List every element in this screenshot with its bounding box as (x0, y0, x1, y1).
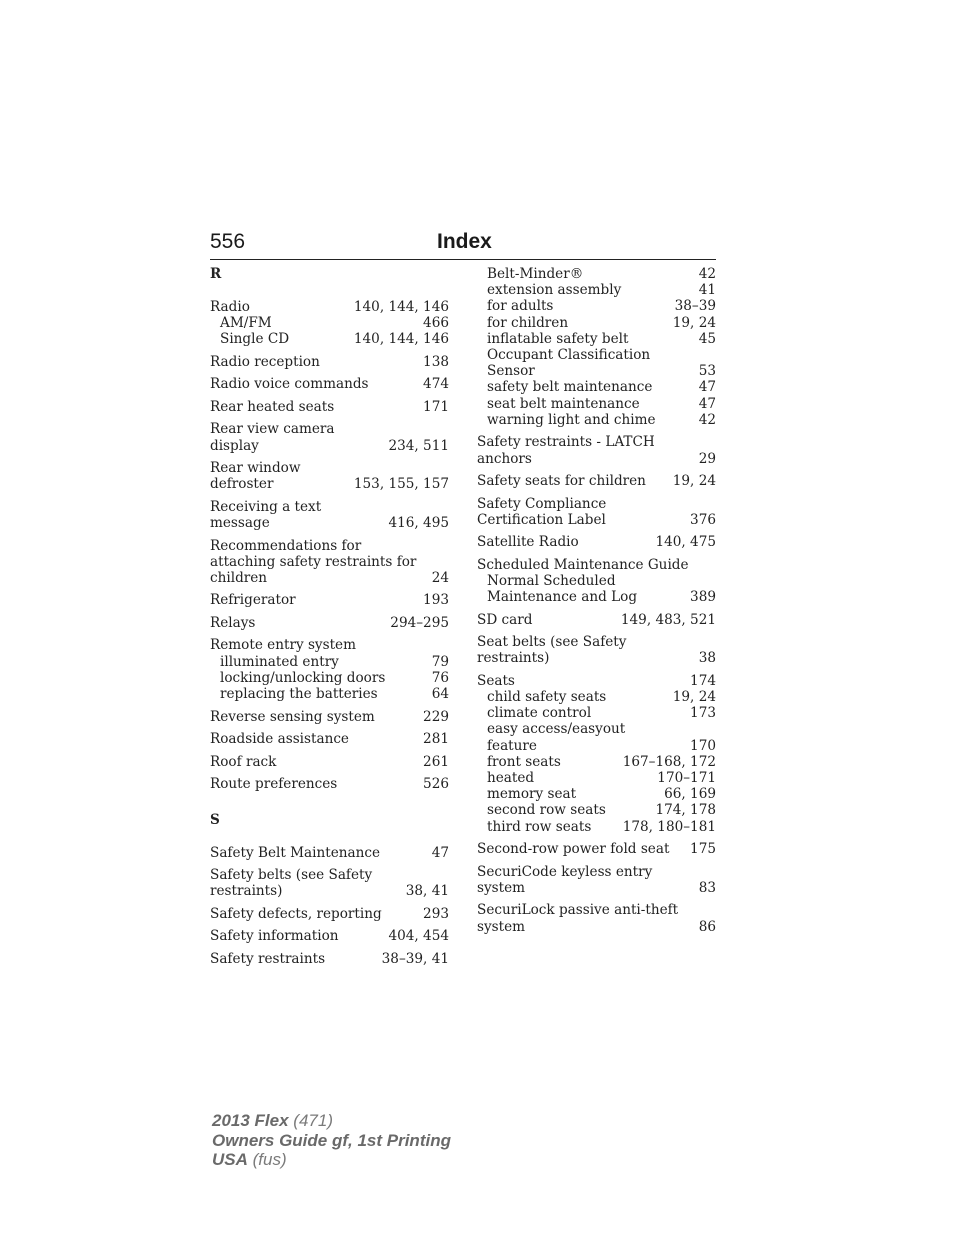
entry-label: warning light and chime (487, 411, 656, 428)
index-entry-line (477, 473, 716, 489)
index-entry-line (210, 776, 449, 792)
page-header (210, 229, 716, 260)
entry-label: inflatable safety belt (487, 330, 629, 347)
index-entry-line (477, 841, 716, 857)
entry-label: Safety restraints - LATCH (477, 434, 655, 451)
entry-label: Maintenance and Log (487, 589, 638, 606)
index-entry-line (477, 650, 716, 666)
entry-label: Rear window (210, 460, 301, 477)
index-subentry-line (477, 802, 716, 818)
entry-label: Safety information (210, 928, 339, 945)
index-entry-line (210, 299, 449, 315)
index-spacer (210, 283, 449, 299)
entry-label: extension assembly (487, 282, 622, 299)
index-entry (210, 754, 449, 770)
index-entry (210, 460, 449, 492)
entry-page-numbers: 281 (423, 731, 449, 748)
index-subentry-line (477, 689, 716, 705)
index-entry-line (210, 515, 449, 531)
index-entry (477, 473, 716, 489)
entry-page-numbers: 45 (698, 330, 716, 347)
index-entry (477, 612, 716, 628)
entry-label: Remote entry system (210, 637, 356, 654)
entry-page-numbers: 167–168, 172 (622, 753, 716, 770)
index-subentry-line (477, 347, 716, 363)
index-subentry-line (477, 363, 716, 379)
entry-page-numbers: 47 (698, 379, 716, 396)
entry-page-numbers: 24 (431, 569, 449, 586)
entry-page-numbers: 174, 178 (655, 802, 716, 819)
entry-page-numbers: 171 (423, 398, 449, 415)
entry-label: message (210, 515, 270, 532)
index-subentry-line (477, 786, 716, 802)
entry-label: memory seat (487, 786, 577, 803)
index-spacer (210, 799, 449, 812)
index-entry-line (210, 845, 449, 861)
index-entry-line (210, 399, 449, 415)
footer-model-code: (471) (293, 1111, 333, 1130)
entry-page-numbers: 404, 454 (388, 928, 449, 945)
entry-label: climate control (487, 705, 592, 722)
entry-label: Occupant Classification (487, 347, 651, 364)
index-entry-line (477, 612, 716, 628)
index-entry (210, 906, 449, 922)
entry-label: Safety restraints (210, 950, 326, 967)
index-entry-line (477, 534, 716, 550)
footer-model-line (212, 1111, 451, 1131)
entry-page-numbers: 294–295 (390, 614, 449, 631)
entry-page-numbers: 389 (690, 589, 716, 606)
index-entry-line (210, 615, 449, 631)
index-subentry-line (477, 589, 716, 605)
entry-label: Seats (477, 672, 515, 689)
index-subentry-line (477, 819, 716, 835)
index-entry (210, 354, 449, 370)
index-entry (477, 496, 716, 528)
index-entry-line (210, 476, 449, 492)
entry-page-numbers: 38–39 (674, 298, 716, 315)
index-entry-line (210, 867, 449, 883)
index-subentry-line (477, 705, 716, 721)
entry-page-numbers: 178, 180–181 (622, 818, 716, 835)
index-entry (477, 557, 716, 606)
entry-page-numbers: 79 (431, 653, 449, 670)
index-section-letter: S (210, 811, 220, 828)
entry-page-numbers: 38, 41 (405, 883, 449, 900)
index-entry-line (210, 754, 449, 770)
page-footer (212, 1111, 451, 1170)
index-entry-line (477, 557, 716, 573)
entry-label: Radio voice commands (210, 376, 369, 393)
entry-page-numbers: 29 (698, 450, 716, 467)
index-entry-line (210, 354, 449, 370)
index-entry-line (210, 570, 449, 586)
entry-page-numbers: 53 (698, 363, 716, 380)
index-subentry-line (477, 754, 716, 770)
entry-label: Radio (210, 299, 250, 315)
index-entry-line (477, 902, 716, 918)
entry-page-numbers: 261 (423, 753, 449, 770)
index-entry-line (477, 673, 716, 689)
index-entry (477, 434, 716, 466)
index-entry (210, 376, 449, 392)
index-entry-line (477, 496, 716, 512)
index-subentry-line (477, 396, 716, 412)
index-subentry-line (477, 298, 716, 314)
index-entry-line (477, 919, 716, 935)
entry-label: Roof rack (210, 753, 277, 770)
entry-page-numbers: 66, 169 (664, 786, 716, 803)
entry-label: Single CD (220, 331, 290, 348)
entry-label: easy access/easyout (487, 721, 626, 738)
index-entry (210, 592, 449, 608)
index-subentry-line (477, 315, 716, 331)
index-entry (210, 951, 449, 967)
entry-label: heated (487, 770, 535, 787)
index-entry-line (210, 438, 449, 454)
entry-page-numbers: 140, 475 (655, 534, 716, 551)
entry-label: system (477, 879, 526, 896)
index-subentry-line (477, 282, 716, 298)
entry-page-numbers: 138 (423, 353, 449, 370)
entry-label: third row seats (487, 818, 592, 835)
entry-page-numbers: 149, 483, 521 (620, 611, 716, 628)
index-entry (477, 266, 716, 428)
entry-label: restraints) (477, 650, 550, 667)
entry-label: locking/unlocking doors (220, 669, 386, 686)
index-subentry-line (477, 738, 716, 754)
index-entry (477, 902, 716, 934)
index-entry (477, 673, 716, 835)
index-entry (477, 534, 716, 550)
entry-label: replacing the batteries (220, 686, 378, 703)
index-subentry-line (477, 379, 716, 395)
entry-label: Roadside assistance (210, 731, 349, 748)
entry-label: Satellite Radio (477, 534, 579, 551)
entry-label: child safety seats (487, 689, 607, 706)
index-subentry-line (210, 654, 449, 670)
index-entry (210, 637, 449, 702)
entry-label: safety belt maintenance (487, 379, 653, 396)
entry-label: Safety seats for children (477, 473, 646, 490)
entry-label: for children (487, 314, 569, 331)
index-subentry-line (477, 412, 716, 428)
index-subentry-line (477, 573, 716, 589)
entry-page-numbers: 19, 24 (672, 314, 716, 331)
footer-model: 2013 Flex (212, 1111, 289, 1130)
index-entry (477, 864, 716, 896)
entry-label: Safety Belt Maintenance (210, 844, 381, 861)
index-entry-line (210, 731, 449, 747)
entry-label: Reverse sensing system (210, 708, 375, 725)
entry-page-numbers: 38–39, 41 (381, 950, 449, 967)
index-column-left (210, 266, 449, 973)
index-entry (210, 499, 449, 531)
entry-page-numbers: 86 (698, 918, 716, 935)
entry-page-numbers: 42 (698, 266, 716, 282)
entry-label: SecuriCode keyless entry (477, 863, 653, 880)
index-entry-line (477, 434, 716, 450)
index-entry (210, 867, 449, 899)
entry-label: Normal Scheduled (487, 572, 616, 589)
entry-label: illuminated entry (220, 653, 339, 670)
entry-label: defroster (210, 476, 274, 493)
index-subentry-line (210, 686, 449, 702)
entry-page-numbers: 229 (423, 708, 449, 725)
entry-page-numbers: 170–171 (657, 770, 716, 787)
index-subentry-line (477, 721, 716, 737)
index-entry (210, 731, 449, 747)
index-entry-line (477, 864, 716, 880)
index-spacer (210, 829, 449, 845)
entry-page-numbers: 83 (698, 879, 716, 896)
entry-label: Scheduled Maintenance Guide (477, 556, 689, 573)
index-subentry-line (477, 331, 716, 347)
index-entry-line (210, 499, 449, 515)
entry-label: anchors (477, 450, 532, 467)
index-entry-line (477, 634, 716, 650)
entry-label: Rear heated seats (210, 398, 335, 415)
entry-label: Belt-Minder® (487, 266, 584, 282)
index-entry-line (477, 880, 716, 896)
index-entry-line (210, 637, 449, 653)
index-entry-line (210, 538, 449, 554)
entry-label: system (477, 918, 526, 935)
entry-page-numbers: 474 (423, 376, 449, 393)
entry-page-numbers: 526 (423, 776, 449, 793)
entry-label: Seat belts (see Safety (477, 634, 627, 651)
footer-guide: Owners Guide gf, 1st Printing (212, 1130, 451, 1150)
index-entry-line (210, 883, 449, 899)
entry-page-numbers: 42 (698, 411, 716, 428)
entry-label: Safety Compliance (477, 495, 607, 512)
index-entry (210, 399, 449, 415)
entry-page-numbers: 466 (423, 315, 449, 332)
entry-label: Safety belts (see Safety (210, 867, 373, 884)
entry-label: SD card (477, 611, 533, 628)
entry-page-numbers: 19, 24 (672, 473, 716, 490)
entry-page-numbers: 193 (423, 592, 449, 609)
entry-page-numbers: 416, 495 (388, 515, 449, 532)
entry-label: Relays (210, 614, 256, 631)
entry-page-numbers: 64 (431, 686, 449, 703)
entry-label: front seats (487, 753, 561, 770)
entry-label: children (210, 569, 268, 586)
index-section-letter: R (210, 266, 222, 282)
page-title: Index (437, 230, 492, 253)
entry-page-numbers: 47 (698, 395, 716, 412)
index-entry-line (477, 451, 716, 467)
entry-label: Route preferences (210, 776, 338, 793)
entry-page-numbers: 173 (690, 705, 716, 722)
index-entry (210, 709, 449, 725)
index-entry-line (210, 460, 449, 476)
entry-label: second row seats (487, 802, 606, 819)
entry-page-numbers: 376 (690, 511, 716, 528)
entry-page-numbers: 153, 155, 157 (353, 476, 449, 493)
index-entry-line (210, 376, 449, 392)
entry-label: for adults (487, 298, 554, 315)
entry-page-numbers: 41 (698, 282, 716, 299)
entry-page-numbers: 19, 24 (672, 689, 716, 706)
entry-label: Recommendations for (210, 537, 362, 554)
index-entry (210, 299, 449, 348)
entry-label: SecuriLock passive anti-theft (477, 902, 679, 919)
entry-page-numbers: 234, 511 (388, 437, 449, 454)
index-entry (210, 776, 449, 792)
entry-label: Rear view camera (210, 421, 335, 438)
entry-label: attaching safety restraints for (210, 553, 417, 570)
entry-page-numbers: 170 (690, 737, 716, 754)
entry-page-numbers: 140, 144, 146 (353, 299, 449, 315)
entry-label: Refrigerator (210, 592, 296, 609)
index-column-right (477, 266, 716, 941)
entry-page-numbers: 140, 144, 146 (353, 331, 449, 348)
index-entry (210, 538, 449, 587)
index-entry-line (210, 421, 449, 437)
entry-page-numbers: 47 (431, 844, 449, 861)
index-entry-line (477, 512, 716, 528)
index-entry (477, 634, 716, 666)
index-entry (210, 928, 449, 944)
entry-label: Sensor (487, 363, 535, 380)
entry-label: feature (487, 737, 537, 754)
entry-label: Certification Label (477, 511, 606, 528)
index-subentry-line (210, 331, 449, 347)
footer-region-line (212, 1150, 451, 1170)
entry-page-numbers: 76 (431, 669, 449, 686)
index-entry-line (210, 906, 449, 922)
entry-label: AM/FM (220, 315, 272, 332)
entry-label: seat belt maintenance (487, 395, 640, 412)
entry-label: Radio reception (210, 353, 320, 370)
index-entry-line (210, 951, 449, 967)
entry-label: Safety defects, reporting (210, 905, 382, 922)
entry-page-numbers: 38 (698, 650, 716, 667)
entry-page-numbers: 174 (690, 672, 716, 689)
footer-region: USA (212, 1150, 248, 1169)
entry-page-numbers: 293 (423, 905, 449, 922)
index-entry (210, 845, 449, 861)
index-entry (477, 841, 716, 857)
index-entry (210, 421, 449, 453)
page-number: 556 (210, 230, 246, 253)
footer-region-code: (fus) (252, 1150, 287, 1169)
entry-label: display (210, 437, 259, 454)
index-entry-line (210, 709, 449, 725)
index-subentry-line (210, 315, 449, 331)
entry-label: restraints) (210, 883, 283, 900)
index-entry (210, 615, 449, 631)
entry-label: Receiving a text (210, 498, 322, 515)
entry-page-numbers: 175 (690, 841, 716, 858)
index-subentry-line (210, 670, 449, 686)
index-subentry-line (477, 266, 716, 282)
index-entry-line (210, 928, 449, 944)
index-entry-line (210, 554, 449, 570)
index-subentry-line (477, 770, 716, 786)
footer-guide-line (212, 1131, 451, 1151)
entry-label: Second-row power fold seat (477, 841, 670, 858)
index-entry-line (210, 592, 449, 608)
